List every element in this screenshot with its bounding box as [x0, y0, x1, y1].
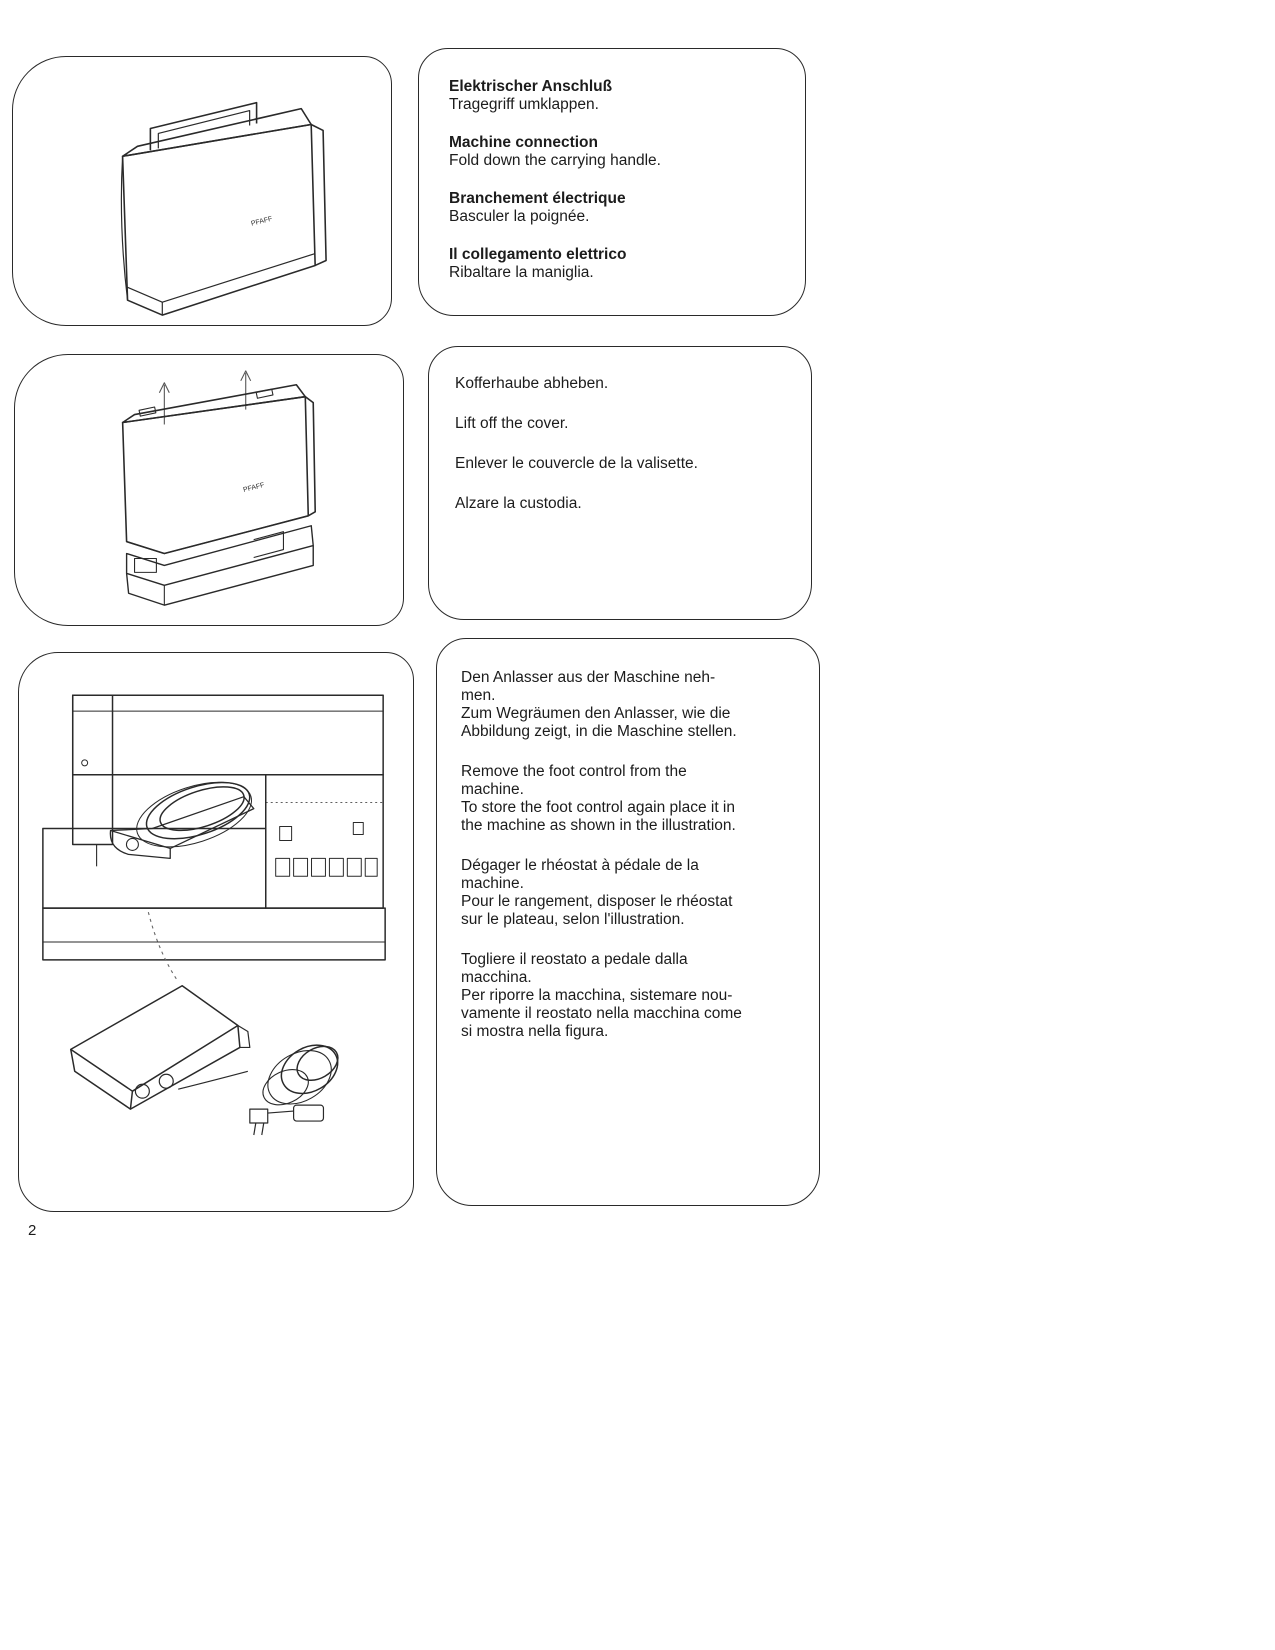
foot-control-de: [461, 669, 811, 741]
text-panel-lift-cover: [428, 346, 812, 620]
line: machine.: [461, 781, 524, 798]
line: men.: [461, 687, 496, 704]
lift-cover-fr: Enlever le couvercle de la valisette.: [455, 455, 698, 472]
instruction-it: Ribaltare la maniglia.: [449, 264, 594, 281]
figure-panel-foot-control: [18, 652, 414, 1212]
foot-control-illustration: [19, 653, 413, 1211]
lift-cover-text: [455, 375, 698, 535]
line: Pour le rangement, disposer le rhéostat: [461, 893, 733, 910]
figure-panel-carrying-case: [12, 56, 392, 326]
block-de: [449, 78, 661, 114]
lift-cover-it: Alzare la custodia.: [455, 495, 582, 512]
instruction-en: Fold down the carrying handle.: [449, 152, 661, 169]
line: macchina.: [461, 969, 532, 986]
line: Zum Wegräumen den Anlasser, wie die: [461, 705, 731, 722]
foot-control-en: [461, 763, 811, 835]
text-panel-machine-connection: [418, 48, 806, 316]
cover-brand-label: PFAFF: [242, 481, 266, 494]
line: Togliere il reostato a pedale dalla: [461, 951, 688, 968]
line: Per riporre la macchina, sistemare nou-: [461, 987, 733, 1004]
block-it: [449, 246, 661, 282]
line: machine.: [461, 875, 524, 892]
line: Dégager le rhéostat à pédale de la: [461, 857, 699, 874]
line: Abbildung zeigt, in die Maschine stellen.: [461, 723, 737, 740]
case-brand-label: PFAFF: [250, 215, 274, 228]
carrying-case-illustration: [13, 57, 391, 325]
instruction-fr: Basculer la poignée.: [449, 208, 590, 225]
text-panel-foot-control: [436, 638, 820, 1206]
line: si mostra nella figura.: [461, 1023, 609, 1040]
heading-it: Il collegamento elettrico: [449, 246, 627, 263]
lift-cover-illustration: [15, 355, 403, 625]
line: Remove the foot control from the: [461, 763, 687, 780]
foot-control-text: [461, 669, 811, 1063]
line: vamente il reostato nella macchina come: [461, 1005, 742, 1022]
foot-control-fr: [461, 857, 811, 929]
figure-panel-lift-cover: [14, 354, 404, 626]
page-number: 2: [28, 1222, 37, 1239]
lift-cover-en: Lift off the cover.: [455, 415, 569, 432]
block-en: [449, 134, 661, 170]
lift-cover-de: Kofferhaube abheben.: [455, 375, 609, 392]
line: sur le plateau, selon l'illustration.: [461, 911, 685, 928]
foot-control-it: [461, 951, 811, 1041]
heading-fr: Branchement électrique: [449, 190, 626, 207]
heading-de: Elektrischer Anschluß: [449, 78, 613, 95]
line: the machine as shown in the illustration.: [461, 817, 736, 834]
line: To store the foot control again place it in: [461, 799, 735, 816]
heading-en: Machine connection: [449, 134, 598, 151]
instruction-de: Tragegriff umklappen.: [449, 96, 599, 113]
block-fr: [449, 190, 661, 226]
line: Den Anlasser aus der Maschine neh-: [461, 669, 716, 686]
machine-connection-text: [449, 78, 661, 302]
